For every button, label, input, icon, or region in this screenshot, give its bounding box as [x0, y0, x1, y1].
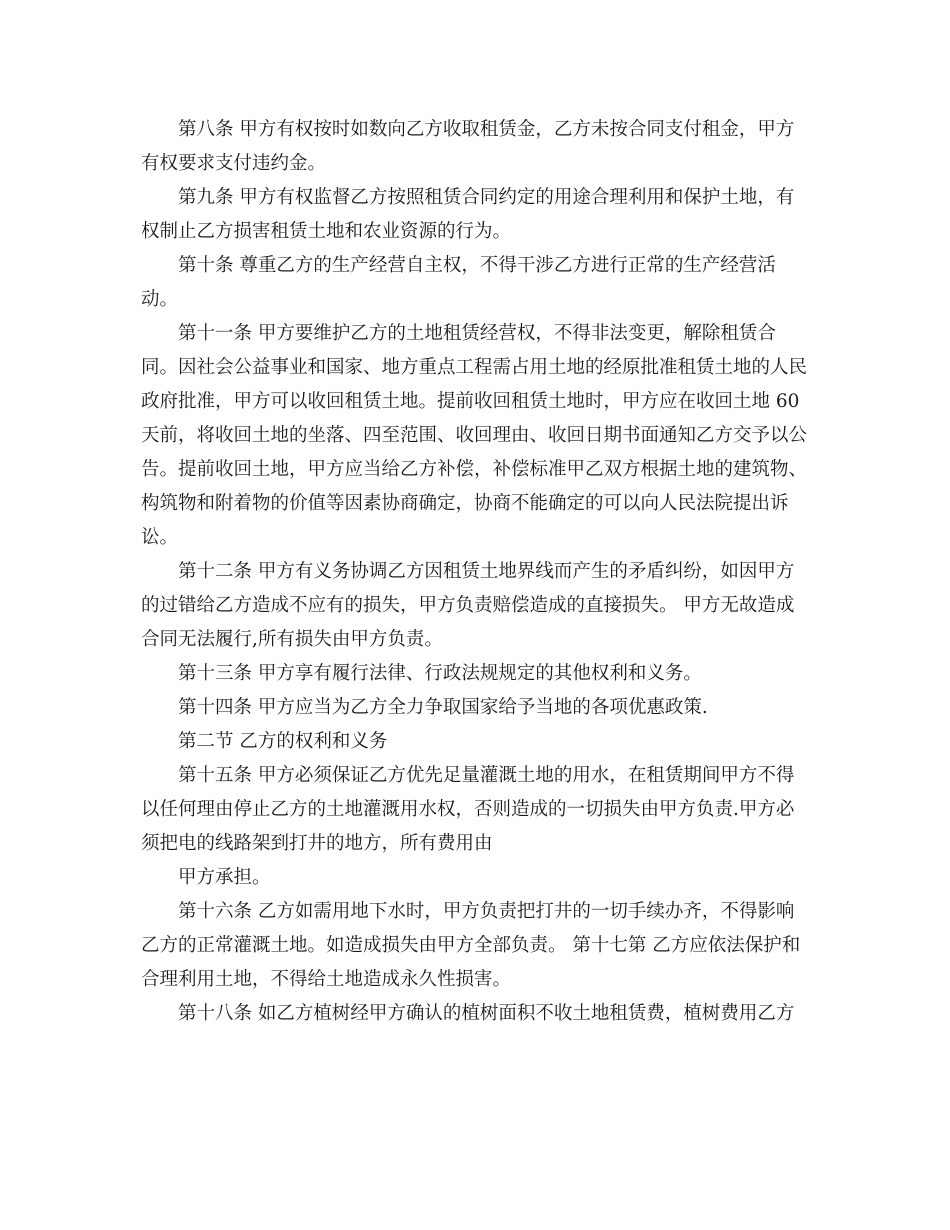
paragraph-first-line: 第十六条 乙方如需用地下水时，甲方负责把打井的一切手续办齐，不得影响 — [178, 901, 795, 922]
paragraph-continuation-line: 合同无法履行,所有损失由甲方负责。 — [141, 629, 443, 650]
paragraph-continuation-line: 以任何理由停止乙方的土地灌溉用水权，否则造成的一切损失由甲方负责.甲方必 — [141, 799, 795, 820]
paragraph-continuation-line: 乙方的正常灌溉土地。如造成损失由甲方全部负责。 第十七第 乙方应依法保护和 — [141, 935, 801, 956]
paragraph-first-line: 第二节 乙方的权利和义务 — [178, 731, 388, 752]
paragraph-first-line: 第十五条 甲方必须保证乙方优先足量灌溉土地的用水，在租赁期间甲方不得 — [178, 765, 795, 786]
paragraph-first-line: 第八条 甲方有权按时如数向乙方收取租赁金，乙方未按合同支付租金，甲方 — [178, 119, 795, 140]
paragraph-continuation-line: 讼。 — [141, 527, 179, 548]
contract-text-body — [141, 113, 811, 1031]
paragraph-first-line: 第十八条 如乙方植树经甲方确认的植树面积不收土地租赁费，植树费用乙方 — [178, 1003, 795, 1024]
paragraph-first-line: 第十一条 甲方要维护乙方的土地租赁经营权，不得非法变更，解除租赁合 — [178, 323, 776, 344]
paragraph-continuation-line: 政府批准，甲方可以收回租赁土地。提前收回租赁土地时，甲方应在收回土地 60 — [141, 391, 800, 412]
paragraph-continuation-line: 构筑物和附着物的价值等因素协商确定，协商不能确定的可以向人民法院提出诉 — [141, 493, 789, 514]
paragraph-first-line: 甲方承担。 — [178, 867, 271, 888]
paragraph-continuation-line: 告。提前收回土地，甲方应当给乙方补偿，补偿标准甲乙双方根据土地的建筑物、 — [141, 459, 808, 480]
paragraph-continuation-line: 天前，将收回土地的坐落、四至范围、收回理由、收回日期书面通知乙方交予以公 — [141, 425, 808, 446]
paragraph-continuation-line: 权制止乙方损害租赁土地和农业资源的行为。 — [141, 221, 512, 242]
paragraph-continuation-line: 的过错给乙方造成不应有的损失，甲方负责赔偿造成的直接损失。 甲方无故造成 — [141, 595, 795, 616]
paragraph-first-line: 第十四条 甲方应当为乙方全力争取国家给予当地的各项优惠政策. — [178, 697, 708, 718]
paragraph-first-line: 第十三条 甲方享有履行法律、行政法规规定的其他权利和义务。 — [178, 663, 702, 684]
paragraph-continuation-line: 须把电的线路架到打井的地方，所有费用由 — [141, 833, 493, 854]
paragraph-continuation-line: 同。因社会公益事业和国家、地方重点工程需占用土地的经原批准租赁土地的人民 — [141, 357, 808, 378]
paragraph-continuation-line: 合理利用土地，不得给土地造成永久性损害。 — [141, 969, 512, 990]
paragraph-continuation-line: 有权要求支付违约金。 — [141, 153, 327, 174]
paragraph-first-line: 第十二条 甲方有义务协调乙方因租赁土地界线而产生的矛盾纠纷，如因甲方 — [178, 561, 795, 582]
paragraph-continuation-line: 动。 — [141, 289, 179, 310]
paragraph-first-line: 第十条 尊重乙方的生产经营自主权，不得干涉乙方进行正常的生产经营活 — [178, 255, 776, 276]
paragraph-first-line: 第九条 甲方有权监督乙方按照租赁合同约定的用途合理利用和保护土地，有 — [178, 187, 795, 208]
